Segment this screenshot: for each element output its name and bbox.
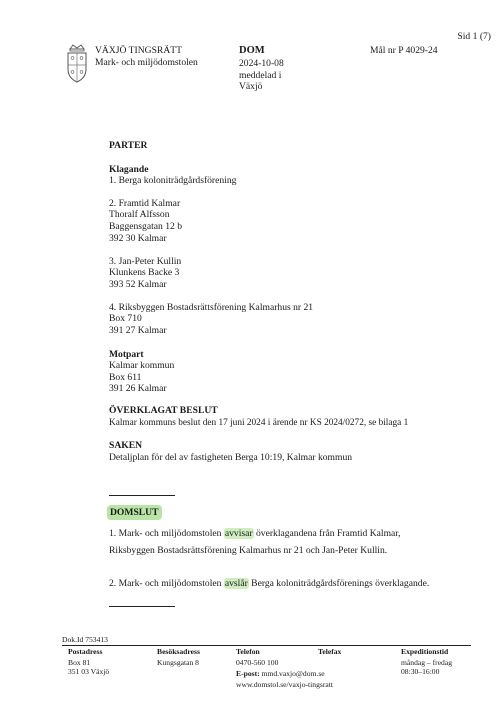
footer-visit-line-1: Kungsgatan 8	[157, 658, 199, 667]
parties-heading: PARTER	[109, 140, 148, 151]
footer-email: E-post: mmd.vaxjo@dom.se	[236, 669, 325, 678]
appellant-2-name: 2. Framtid Kalmar	[109, 198, 181, 209]
appellant-3-street: Klunkens Backe 3	[109, 267, 180, 278]
footer-email-link[interactable]: mmd.vaxjo@dom.se	[261, 669, 325, 678]
separator-line-top	[109, 495, 175, 496]
subject-heading: SAKEN	[109, 440, 143, 451]
appellant-4-name: 4. Riksbyggen Bostadsrättsförening Kalmarhus nr 21	[109, 302, 314, 313]
appellant-3-name: 3. Jan-Peter Kullin	[109, 256, 182, 267]
footer-fax-heading: Telefax	[318, 647, 342, 656]
respondent-box: Box 611	[109, 372, 142, 383]
appellant-4-city: 391 27 Kalmar	[109, 325, 167, 336]
appellant-2-street: Baggensgatan 12 b	[109, 221, 183, 232]
footer-phone-heading: Telefon	[236, 647, 260, 656]
footer-postal-line-1: Box 81	[68, 658, 91, 667]
document-date: 2024-10-08	[239, 58, 284, 69]
respondent-name: Kalmar kommun	[109, 360, 175, 371]
case-number: Mål nr P 4029-24	[370, 45, 438, 56]
highlight-avslar: avslår	[224, 578, 248, 589]
respondent-city: 391 26 Kalmar	[109, 383, 167, 394]
footer-hours-heading: Expeditionstid	[401, 647, 449, 656]
judgment-heading: DOMSLUT	[107, 507, 162, 519]
announced-line-2: Växjö	[239, 81, 263, 92]
appellants-heading: Klagande	[109, 164, 149, 175]
page-number: Sid 1 (7)	[457, 31, 491, 42]
subject-text: Detaljplan för del av fastigheten Berga 10:19, Kalmar kommun	[109, 452, 353, 463]
document-type: DOM	[239, 45, 265, 56]
judgment-item-1-line-1: 1. Mark- och miljödomstolen avvisar överklagandena från Framtid Kalmar,	[109, 528, 401, 539]
announced-line-1: meddelad i	[239, 70, 282, 81]
appealed-decision-text: Kalmar kommuns beslut den 17 juni 2024 i ärende nr KS 2024/0272, se bilaga 1	[109, 418, 409, 428]
respondent-heading: Motpart	[109, 349, 144, 360]
court-name: VÄXJÖ TINGSRÄTT	[95, 45, 182, 56]
footer-hours-time: 08:30–16:00	[401, 667, 440, 676]
footer-visit-heading: Besöksadress	[157, 647, 200, 656]
footer-phone-number: 0470-560 100	[236, 658, 279, 667]
appellant-4-box: Box 710	[109, 313, 142, 324]
appealed-decision-heading: ÖVERKLAGAT BESLUT	[109, 405, 218, 416]
court-division: Mark- och miljödomstolen	[95, 57, 198, 68]
court-crest-icon	[64, 43, 90, 85]
footer-postal-line-2: 351 03 Växjö	[68, 667, 110, 676]
appellant-3-city: 393 52 Kalmar	[109, 279, 167, 290]
highlight-avvisar: avvisar	[224, 528, 253, 539]
judgment-item-1-line-2: Riksbyggen Bostadsrättsförening Kalmarhus nr 21 och Jan-Peter Kullin.	[109, 545, 388, 556]
appellant-2-contact: Thoralf Alfsson	[109, 209, 170, 220]
footer-hours-days: måndag – fredag	[401, 658, 453, 667]
document-id: Dok.Id 753413	[62, 635, 108, 644]
judgment-item-2: 2. Mark- och miljödomstolen avslår Berga koloniträdgårdsförenings överklagande.	[109, 578, 430, 589]
appellant-1: 1. Berga koloniträdgårdsförening	[109, 175, 237, 186]
footer-rule	[62, 645, 471, 646]
footer-website-link[interactable]: www.domstol.se/vaxjo-tingsratt	[236, 680, 333, 689]
appellant-2-city: 392 30 Kalmar	[109, 233, 167, 244]
footer-postal-heading: Postadress	[68, 647, 103, 656]
separator-line-bottom	[109, 606, 175, 607]
